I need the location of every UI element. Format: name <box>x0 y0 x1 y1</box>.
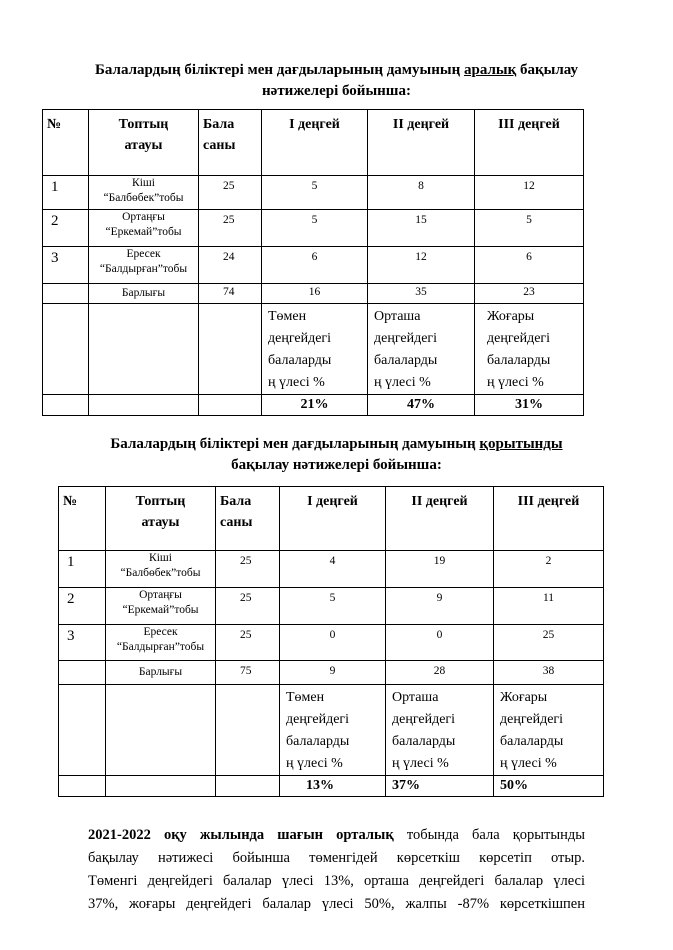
total-level2: 35 <box>368 284 475 304</box>
level2-value: 15 <box>368 210 475 247</box>
level1-value: 5 <box>262 176 368 210</box>
low-percent: 13% <box>280 776 386 797</box>
total-level2: 28 <box>386 661 494 685</box>
level1-value: 6 <box>262 247 368 284</box>
table2-title: Балалардың біліктері мен дағдыларының дамуының қорытынды бақылау нәтижелері бойынша: <box>110 436 563 473</box>
level1-value: 4 <box>280 551 386 588</box>
child-count: 25 <box>199 176 262 210</box>
table1-title: Балалардың біліктері мен дағдыларының дамуының аралық бақылау нәтижелері бойынша: <box>95 62 578 99</box>
total-count: 74 <box>199 284 262 304</box>
level3-value: 5 <box>475 210 584 247</box>
col-level2-header: ІІ деңгей <box>386 487 494 551</box>
level2-value: 12 <box>368 247 475 284</box>
child-count: 25 <box>216 588 280 625</box>
high-share-label: Жоғары деңгейдегі балаларды ң үлесі % <box>475 304 584 395</box>
table-row <box>43 176 584 210</box>
total-level3: 38 <box>494 661 604 685</box>
total-count: 75 <box>216 661 280 685</box>
total-level1: 16 <box>262 284 368 304</box>
row-number: 1 <box>43 176 89 210</box>
row-number: 3 <box>43 247 89 284</box>
mid-percent: 47% <box>368 395 475 416</box>
group-name: Кіші “Балбөбек”тобы <box>89 176 199 210</box>
row-number: 2 <box>43 210 89 247</box>
group-name: Ересек “Балдырған”тобы <box>106 625 216 661</box>
col-level1-header: І деңгей <box>280 487 386 551</box>
percent-row <box>43 395 584 416</box>
child-count: 25 <box>216 625 280 661</box>
row-number: 3 <box>59 625 106 661</box>
group-name: Ортаңғы “Еркемай”тобы <box>89 210 199 247</box>
group-name: Кіші “Балбөбек”тобы <box>106 551 216 588</box>
table-header-row <box>59 487 604 551</box>
high-percent: 31% <box>475 395 584 416</box>
interim-results-table <box>42 109 584 416</box>
level3-value: 6 <box>475 247 584 284</box>
mid-share-label: Орташа деңгейдегі балаларды ң үлесі % <box>368 304 475 395</box>
col-level1-header: І деңгей <box>262 110 368 176</box>
level1-value: 5 <box>280 588 386 625</box>
percent-row <box>59 776 604 797</box>
high-percent: 50% <box>494 776 604 797</box>
child-count: 25 <box>216 551 280 588</box>
low-share-label: Төмен деңгейдегі балаларды ң үлесі % <box>280 685 386 776</box>
total-row <box>59 661 604 685</box>
level3-value: 11 <box>494 588 604 625</box>
title2-underlined-word: қорытынды <box>479 436 563 452</box>
group-name: Ортаңғы “Еркемай”тобы <box>106 588 216 625</box>
level2-value: 8 <box>368 176 475 210</box>
table-row <box>59 625 604 661</box>
col-level3-header: ІІІ деңгей <box>475 110 584 176</box>
table-header-row <box>43 110 584 176</box>
col-group-header: Топтың атауы <box>89 110 199 176</box>
total-level3: 23 <box>475 284 584 304</box>
total-level1: 9 <box>280 661 386 685</box>
row-number: 1 <box>59 551 106 588</box>
mid-share-label: Орташа деңгейдегі балаларды ң үлесі % <box>386 685 494 776</box>
col-group-header: Топтың атауы <box>106 487 216 551</box>
paragraph-bold-lead: 2021-2022 оқу жылында шағын орталық <box>88 827 394 843</box>
table-row <box>43 210 584 247</box>
level2-value: 19 <box>386 551 494 588</box>
share-label-row <box>59 685 604 776</box>
col-count-header: Бала саны <box>199 110 262 176</box>
col-num-header: № <box>59 487 106 551</box>
level3-value: 12 <box>475 176 584 210</box>
low-percent: 21% <box>262 395 368 416</box>
summary-paragraph: 2021-2022 оқу жылында шағын орталық тобында бала қорытынды бақылау нәтижесі бойынша төменгідей көрсеткіш көрсетіп отыр. Төменгі деңгейдегі балалар үлесі 13%, орташа деңгейдегі балалар үлесі 37%, жоғары деңгейдегі балалар үлесі 50%, жалпы -87% көрсеткішпен <box>88 827 585 912</box>
total-label: Барлығы <box>106 661 216 685</box>
final-results-table <box>58 486 604 797</box>
col-num-header: № <box>43 110 89 176</box>
col-count-header: Бала саны <box>216 487 280 551</box>
mid-percent: 37% <box>386 776 494 797</box>
child-count: 25 <box>199 210 262 247</box>
table-row <box>59 551 604 588</box>
level1-value: 0 <box>280 625 386 661</box>
level3-value: 25 <box>494 625 604 661</box>
group-name: Ересек “Балдырған”тобы <box>89 247 199 284</box>
total-label: Барлығы <box>89 284 199 304</box>
share-label-row <box>43 304 584 395</box>
title1-underlined-word: аралық <box>463 62 517 78</box>
col-level3-header: ІІІ деңгей <box>494 487 604 551</box>
high-share-label: Жоғары деңгейдегі балаларды ң үлесі % <box>494 685 604 776</box>
level2-value: 0 <box>386 625 494 661</box>
row-number: 2 <box>59 588 106 625</box>
low-share-label: Төмен деңгейдегі балаларды ң үлесі % <box>262 304 368 395</box>
total-row <box>43 284 584 304</box>
table-row <box>43 247 584 284</box>
table-row <box>59 588 604 625</box>
level3-value: 2 <box>494 551 604 588</box>
level2-value: 9 <box>386 588 494 625</box>
col-level2-header: ІІ деңгей <box>368 110 475 176</box>
child-count: 24 <box>199 247 262 284</box>
level1-value: 5 <box>262 210 368 247</box>
